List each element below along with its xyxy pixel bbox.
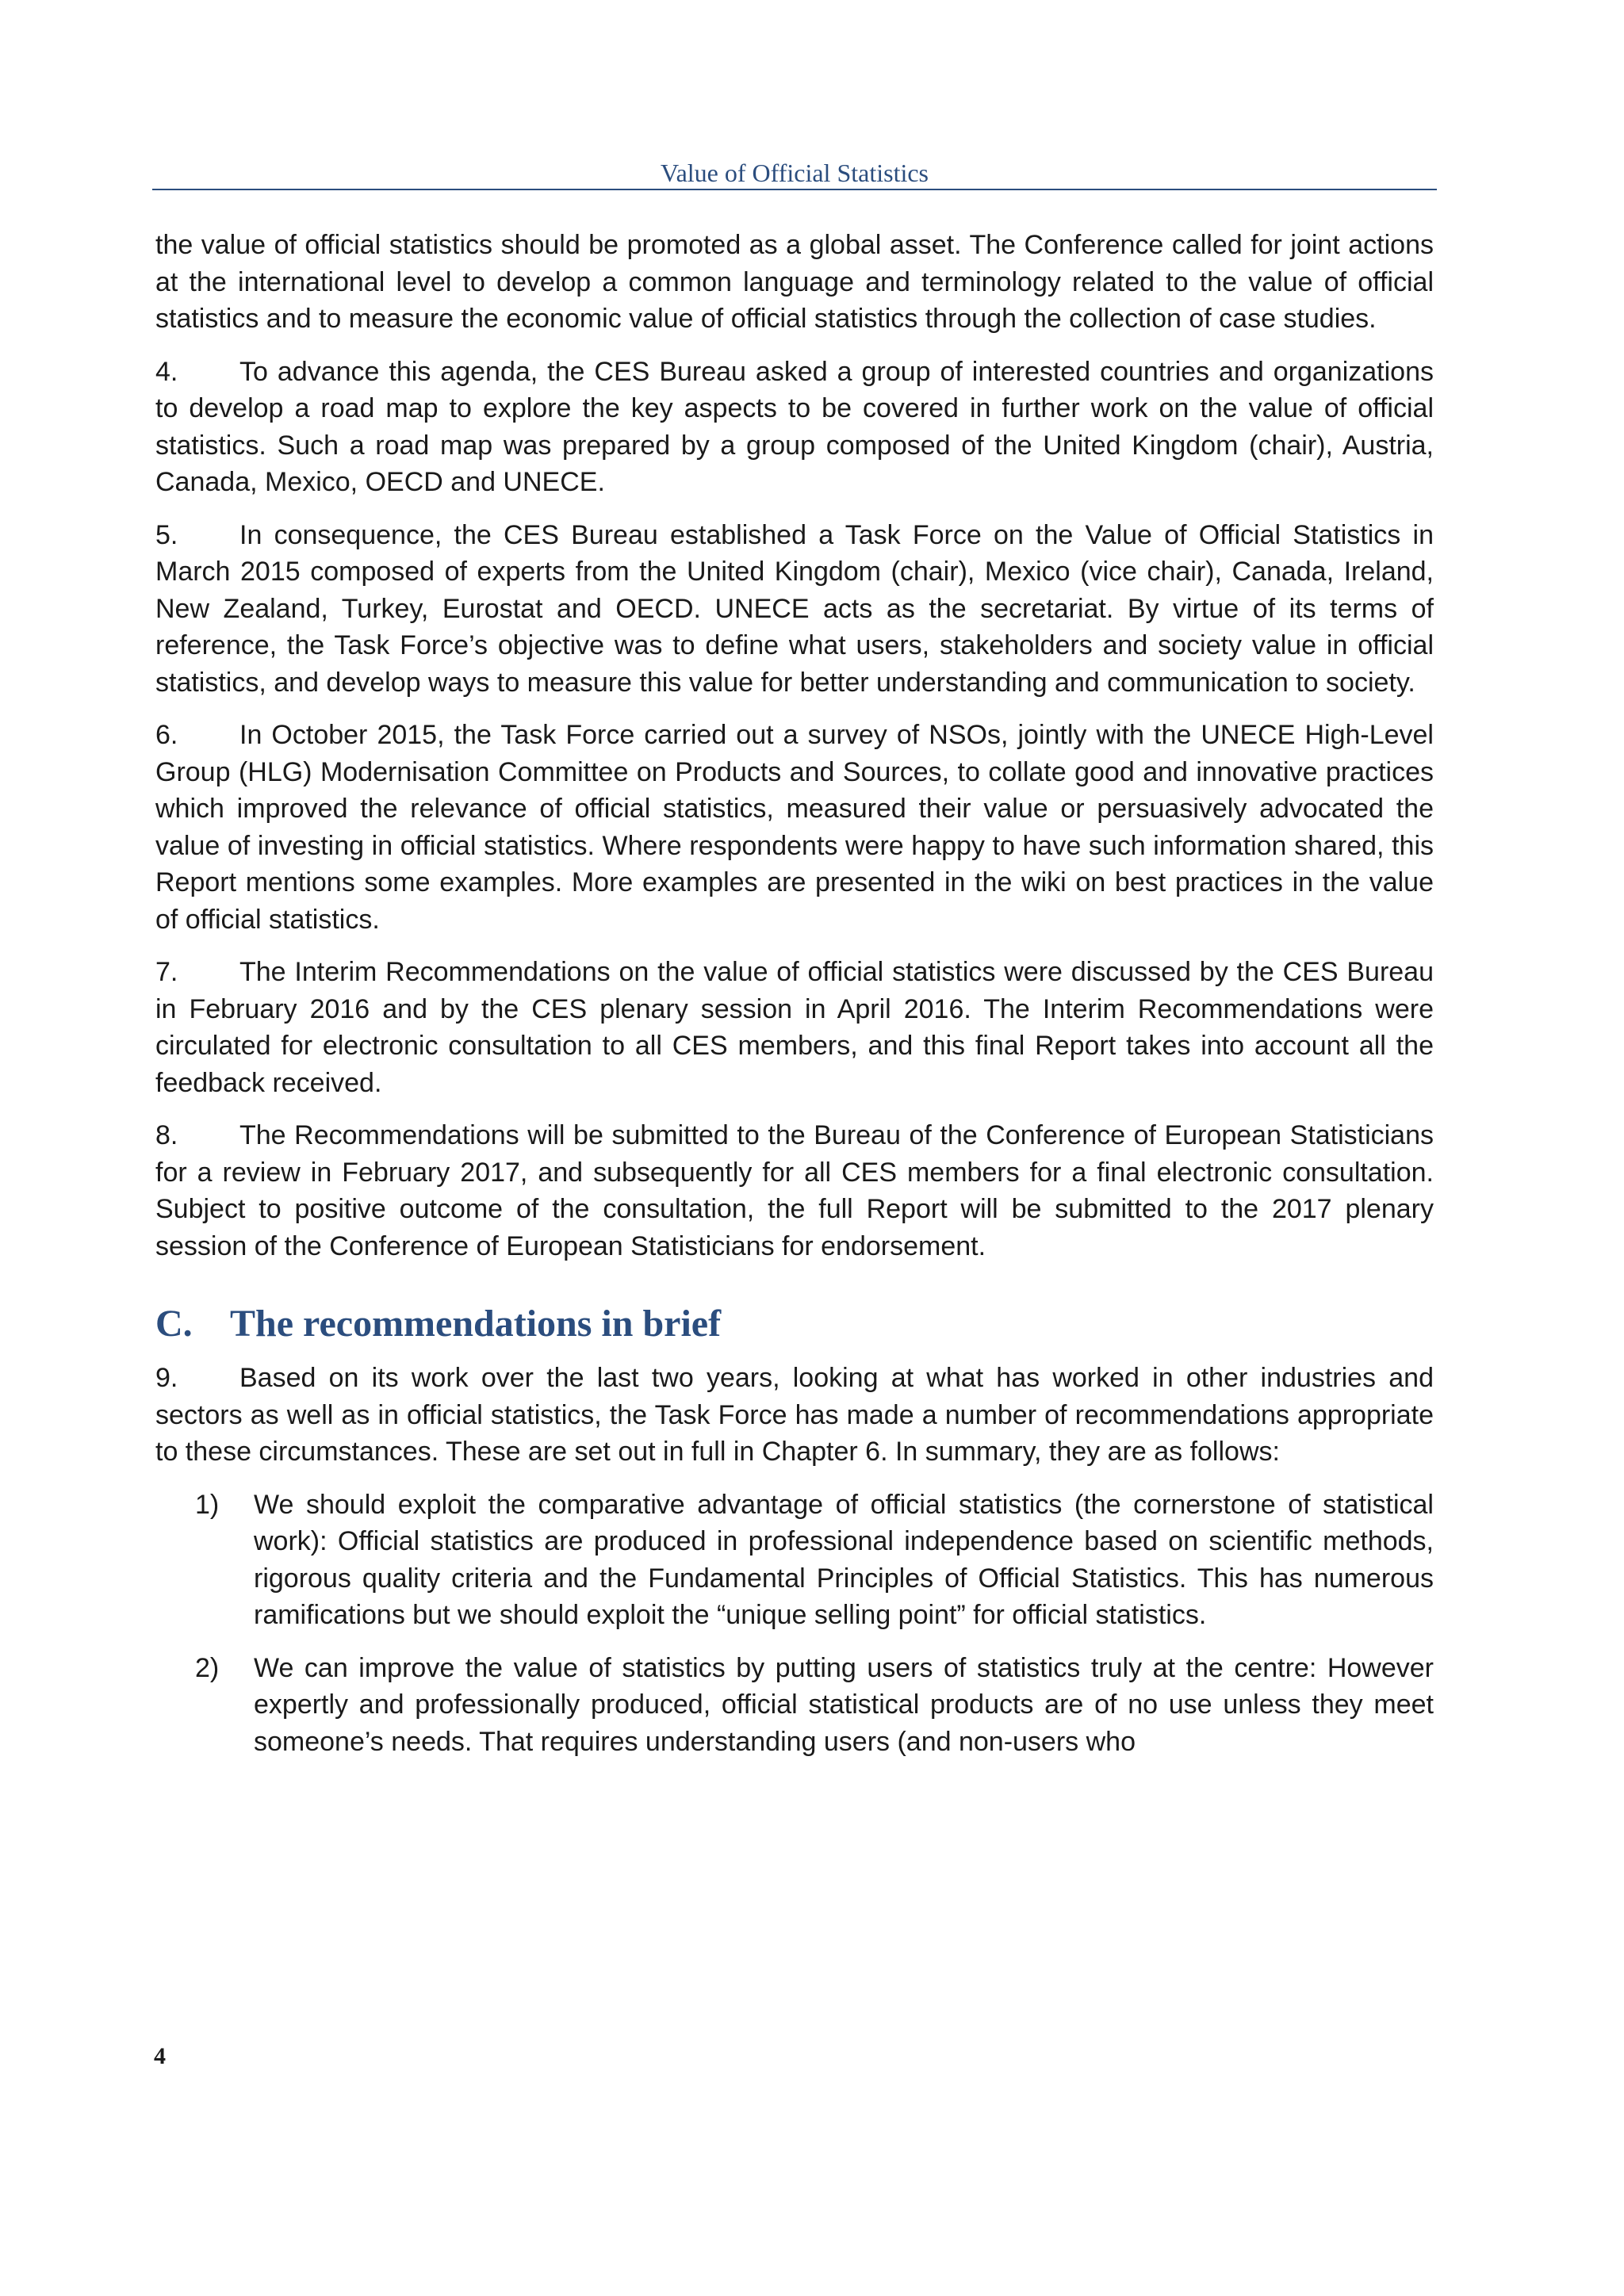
paragraph-number: 6. <box>155 720 178 750</box>
recommendations-list <box>155 1487 1434 1761</box>
paragraph-continued <box>155 227 1434 338</box>
paragraph-5 <box>155 517 1434 702</box>
paragraph-number: 7. <box>155 957 178 987</box>
list-item-text: We should exploit the comparative advantage of official statistics (the cornerstone of statistical work): Official statistics are produced in professional independence based on scientific methods, rigorous quality criteria and the Fundamental Principles of Official Statistics. This has numerous ramifications but we should exploit the “unique selling point” for official statistics. <box>254 1489 1434 1630</box>
paragraph-number: 5. <box>155 519 178 550</box>
list-marker: 2) <box>195 1652 220 1683</box>
section-heading <box>155 1299 1434 1349</box>
page-body <box>155 227 1434 1776</box>
list-marker: 1) <box>195 1489 220 1520</box>
section-title: The recommendations in brief <box>230 1303 722 1345</box>
running-header: Value of Official Statistics <box>661 159 929 187</box>
paragraph-8 <box>155 1117 1434 1265</box>
paragraph-number: 4. <box>155 356 178 387</box>
paragraph-6 <box>155 717 1434 938</box>
paragraph-text: Based on its work over the last two years, looking at what has worked in other industries and sectors as well as in official statistics, the Task Force has made a number of recommendations appropriate to these circumstances. These are set out in full in Chapter 6. In summary, they are as follows: <box>155 1363 1434 1467</box>
section-letter: C. <box>155 1303 193 1345</box>
paragraph-4 <box>155 354 1434 501</box>
list-item <box>155 1487 1434 1634</box>
paragraph-7 <box>155 954 1434 1101</box>
list-item-text: We can improve the value of statistics by putting users of statistics truly at the centre: However expertly and professionally produced, official statistical products are of no use unless they meet someone’s needs. That requires understanding users (and non-users who <box>254 1652 1434 1757</box>
list-item <box>155 1650 1434 1761</box>
page-number: 4 <box>154 2043 166 2069</box>
paragraph-text: To advance this agenda, the CES Bureau asked a group of interested countries and organizations to develop a road map to explore the key aspects to be covered in further work on the value of official statistics. Such a road map was prepared by a group composed of the United Kingdom (chair), Austria, Canada, Mexico, OECD and UNECE. <box>155 356 1434 497</box>
paragraph-text: The Recommendations will be submitted to the Bureau of the Conference of European Statisticians for a review in February 2017, and subsequently for all CES members for a final electronic consultation. Subject to positive outcome of the consultation, the full Report will be submitted to the 2017 plenary session of the Conference of European Statisticians for endorsement. <box>155 1120 1434 1261</box>
paragraph-text: In consequence, the CES Bureau established a Task Force on the Value of Official Statistics in March 2015 composed of experts from the United Kingdom (chair), Mexico (vice chair), Canada, Ireland, New Zealand, Turkey, Eurostat and OECD. UNECE acts as the secretariat. By virtue of its terms of reference, the Task Force’s objective was to define what users, stakeholders and society value in official statistics, and develop ways to measure this value for better understanding and communication to society. <box>155 519 1434 698</box>
paragraph-text: In October 2015, the Task Force carried out a survey of NSOs, jointly with the UNECE High-Level Group (HLG) Modernisation Committee on Products and Sources, to collate good and innovative practices which improved the relevance of official statistics, measured their value or persuasively advocated the value of investing in official statistics. Where respondents were happy to have such information shared, this Report mentions some examples. More examples are presented in the wiki on best practices in the value of official statistics. <box>155 720 1434 935</box>
header-rule <box>152 189 1437 190</box>
paragraph-9 <box>155 1360 1434 1471</box>
paragraph-number: 9. <box>155 1363 178 1393</box>
paragraph-text: the value of official statistics should be promoted as a global asset. The Conference called for joint actions at the international level to develop a common language and terminology related to the value of official statistics and to measure the economic value of official statistics through the collection of case studies. <box>155 230 1434 334</box>
paragraph-text: The Interim Recommendations on the value of official statistics were discussed by the CES Bureau in February 2016 and by the CES plenary session in April 2016. The Interim Recommendations were circulated for electronic consultation to all CES members, and this final Report takes into account all the feedback received. <box>155 957 1434 1098</box>
paragraph-number: 8. <box>155 1120 178 1150</box>
